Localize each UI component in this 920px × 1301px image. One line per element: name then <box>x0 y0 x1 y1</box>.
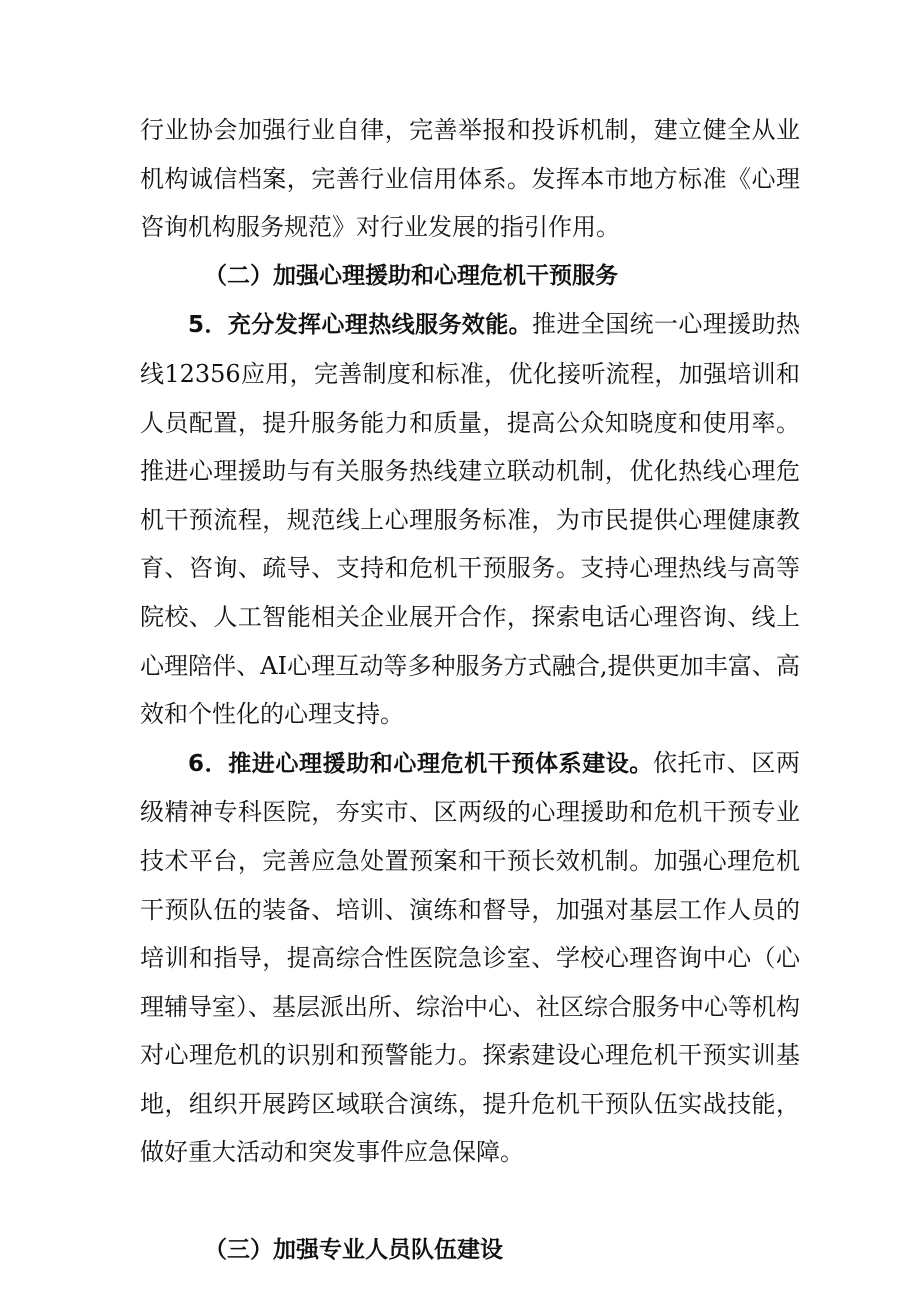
blank-line <box>140 1177 800 1226</box>
item-6-lead: 6．推进心理援助和心理危机干预体系建设。 <box>188 750 653 777</box>
item-5-body: 推进全国统一心理援助热线12356应用，完善制度和标准，优化接听流程，加强培训和人员配置，提升服务能力和质量，提高公众知晓度和使用率。推进心理援助与有关服务热线建立联动机制，优化热线心理危机干预流程，规范线上心理服务标准，为市民提供心理健康教育、咨询、疏导、支持和危机干预服务。支持心理热线与高等院校、人工智能相关企业展开合作，探索电话心理咨询、线上心理陪伴、AI心理互动等多种服务方式融合,提供更加丰富、高效和个性化的心理支持。 <box>140 310 800 729</box>
item-5-paragraph <box>140 300 800 738</box>
section-heading-2: （二）加强心理援助和心理危机干预服务 <box>204 262 618 289</box>
item-6-body: 依托市、区两级精神专科医院，夯实市、区两级的心理援助和危机干预专业技术平台，完善应急处置预案和干预长效机制。加强心理危机干预队伍的装备、培训、演练和督导，加强对基层工作人员的培训和指导，提高综合性医院急诊室、学校心理咨询中心（心理辅导室）、基层派出所、综治中心、社区综合服务中心等机构对心理危机的识别和预警能力。探索建设心理危机干预实训基地，组织开展跨区域联合演练，提升危机干预队伍实战技能，做好重大活动和突发事件应急保障。 <box>140 748 800 1167</box>
section-heading-3: （三）加强专业人员队伍建设 <box>204 1236 503 1263</box>
item-5-lead: 5．充分发挥心理热线服务效能。 <box>188 312 532 339</box>
document-body <box>140 106 800 1274</box>
paragraph-continuation: 行业协会加强行业自律，完善举报和投诉机制，建立健全从业机构诚信档案，完善行业信用体系。发挥本市地方标准《心理咨询机构服务规范》对行业发展的指引作用。 <box>140 116 800 242</box>
item-6-paragraph <box>140 739 800 1177</box>
